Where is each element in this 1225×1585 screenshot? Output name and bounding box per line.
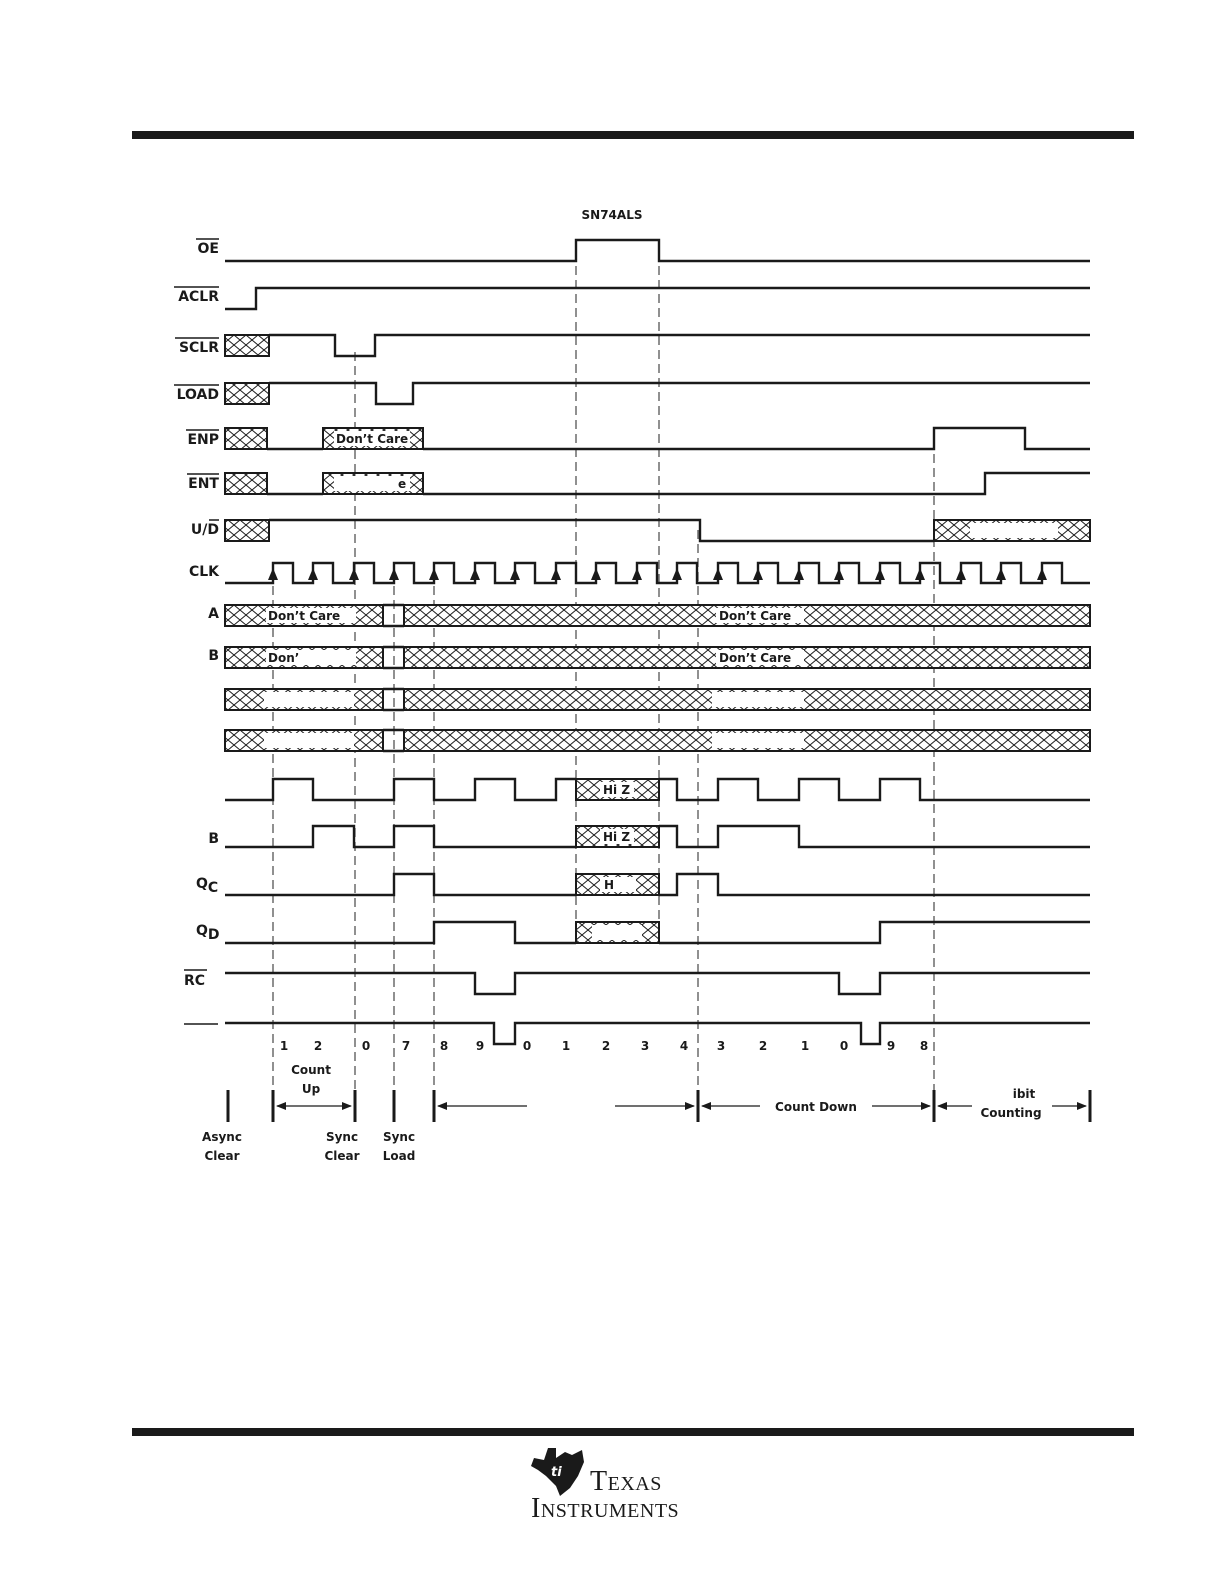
label-ud-over: D (207, 522, 219, 538)
label-clk: CLK (188, 564, 219, 580)
phase-label-inhibit: ibit (1012, 1087, 1036, 1101)
count-value: 0 (839, 1039, 849, 1053)
phase-markers (228, 1090, 1090, 1122)
box-label-background (712, 733, 804, 748)
guide-lines (273, 252, 934, 1090)
count-value: 2 (313, 1039, 323, 1053)
count-value: 1 (800, 1039, 810, 1053)
phase-label-sync-clear-2: Clear (324, 1149, 360, 1163)
clock-edge-arrow (753, 568, 763, 580)
count-value: 8 (919, 1039, 929, 1053)
arrow-head (937, 1102, 947, 1110)
box-label-b: Don’ (268, 651, 300, 665)
ti-icon-letters: ti (551, 1465, 562, 1480)
clock-edge-arrow (956, 568, 966, 580)
arrow-head (276, 1102, 286, 1110)
clock-edge-arrow (915, 568, 925, 580)
label-ud (191, 522, 219, 538)
header-rule (132, 131, 1134, 139)
label-ent: ENT (188, 476, 219, 492)
clock-edge-arrow (551, 568, 561, 580)
phase-label-sync-clear: Sync (325, 1130, 359, 1144)
label-qb: B (208, 831, 219, 847)
box-label-enp: Don’t Care (336, 432, 409, 446)
phase-label-sync-load: Sync (382, 1130, 416, 1144)
clock-edge-arrow (713, 568, 723, 580)
phase-label-sync-load-2: Load (382, 1149, 416, 1163)
count-value: 1 (279, 1039, 289, 1053)
count-value: 3 (640, 1039, 650, 1053)
clock-waveform (225, 563, 1090, 583)
label-load: LOAD (176, 387, 219, 403)
waveform-load (269, 383, 1090, 404)
box-label-background (264, 733, 354, 748)
arrow-head (701, 1102, 711, 1110)
label-oe: OE (197, 241, 219, 257)
label-qc (196, 876, 218, 896)
brand-line1: Texas (590, 1466, 662, 1497)
phase-labels (202, 1063, 1042, 1163)
arrow-head (685, 1102, 695, 1110)
box-label-background (592, 925, 642, 940)
clock-edge-arrow (308, 568, 318, 580)
label-sclr: SCLR (178, 340, 219, 356)
clock-edge-arrow (794, 568, 804, 580)
clock-edge-arrow (591, 568, 601, 580)
clock-edge-arrow (510, 568, 520, 580)
clock-edge-arrow (389, 568, 399, 580)
arrow-head (921, 1102, 931, 1110)
waveform-aclr (225, 288, 1090, 309)
footer-rule (132, 1428, 1134, 1436)
phase-label-count-down: Count Down (775, 1100, 857, 1114)
arrow-head (1077, 1102, 1087, 1110)
clock-edge-arrow (268, 568, 278, 580)
label-qc-sub: C (207, 880, 219, 896)
count-value: 2 (758, 1039, 768, 1053)
label-qd-main: Q (196, 923, 208, 939)
count-value: 1 (561, 1039, 571, 1053)
clock-edge-arrow (349, 568, 359, 580)
dont-care-box (225, 335, 269, 356)
label-ud-main: U/ (190, 522, 208, 538)
phase-label-async-clear-2: Clear (204, 1149, 240, 1163)
arrow-head (342, 1102, 352, 1110)
waveform-oe (225, 240, 1090, 261)
label-a-input: A (208, 606, 219, 622)
dont-care-box (225, 383, 269, 404)
phase-label-count-up-2: Up (301, 1082, 321, 1096)
box-label-a-2: Don’t Care (719, 609, 792, 623)
waveform-sclr (269, 335, 1090, 356)
clock-edge-arrow (429, 568, 439, 580)
box-label-ent: e (398, 477, 407, 491)
label-b-input: B (208, 648, 219, 664)
count-value: 9 (886, 1039, 896, 1053)
box-label-hiz-qc: H (604, 878, 615, 892)
signal-labels (174, 239, 220, 1024)
brand-line2: Instruments (531, 1493, 680, 1524)
box-label-background (264, 692, 354, 707)
box-label-background (712, 692, 804, 707)
box-label-b-2: Don’t Care (719, 651, 792, 665)
clock-edge-arrow (996, 568, 1006, 580)
clock-edge-arrow (834, 568, 844, 580)
arrow-head (437, 1102, 447, 1110)
label-rc: RC (184, 973, 206, 989)
box-label-a: Don’t Care (268, 609, 341, 623)
count-value: 3 (716, 1039, 726, 1053)
diagram-title: SN74ALS (581, 208, 643, 222)
clock-edge-arrow (672, 568, 682, 580)
phase-label-async-clear: Async (202, 1130, 242, 1144)
box-label-background (970, 523, 1058, 538)
count-value: 7 (401, 1039, 411, 1053)
label-qd (196, 923, 220, 943)
phase-label-inhibit-2: Counting (980, 1106, 1042, 1120)
clock-edge-arrow (470, 568, 480, 580)
clock-edge-arrow (632, 568, 642, 580)
dont-care-box (225, 473, 267, 494)
clock-edge-arrow (1037, 568, 1047, 580)
count-value: 9 (475, 1039, 485, 1053)
box-label-hiz-qa: Hi Z (603, 783, 631, 797)
box-label-hiz-qb: Hi Z (603, 830, 631, 844)
label-qc-main: Q (196, 876, 208, 892)
phase-label-count-up: Count (291, 1063, 331, 1077)
count-value: 0 (522, 1039, 532, 1053)
clock-edge-arrow (875, 568, 885, 580)
count-sequence (280, 1039, 928, 1053)
count-value: 8 (439, 1039, 449, 1053)
label-qd-sub: D (207, 927, 220, 943)
ti-logo (531, 1448, 679, 1524)
label-enp: ENP (187, 432, 219, 448)
count-value: 4 (679, 1039, 689, 1053)
waveform-ud (269, 520, 934, 541)
label-aclr: ACLR (178, 289, 219, 305)
dont-care-box (225, 520, 269, 541)
count-value: 2 (601, 1039, 611, 1053)
dont-care-box (225, 428, 267, 449)
count-value: 0 (361, 1039, 371, 1053)
